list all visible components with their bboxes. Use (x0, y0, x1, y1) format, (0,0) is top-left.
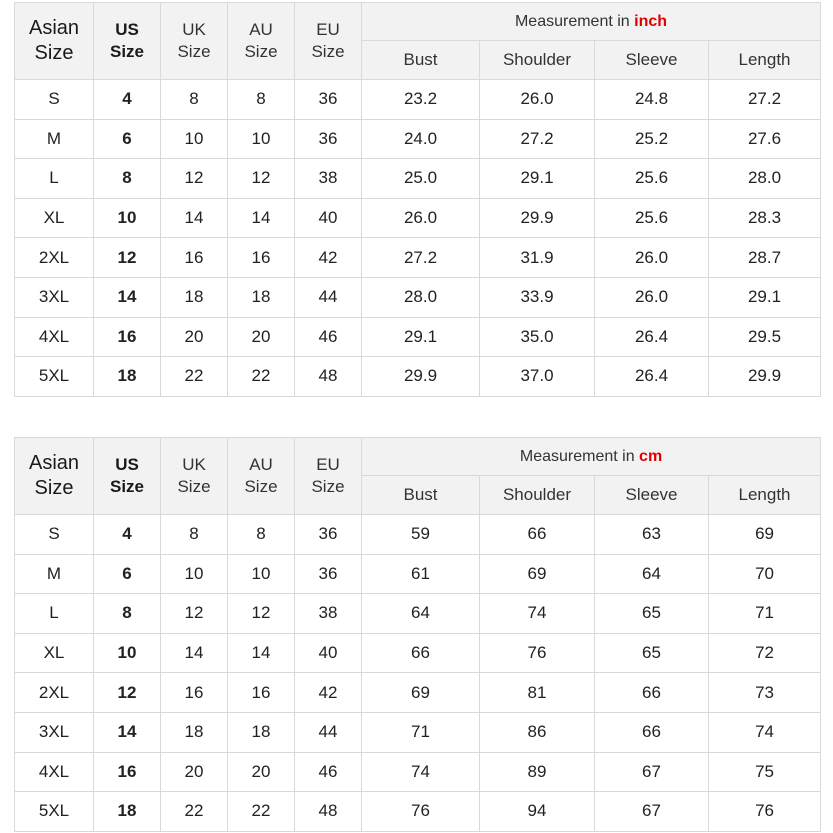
sleeve-cell: 65 (595, 594, 709, 634)
sleeve-cell: 67 (595, 792, 709, 832)
bust-cell: 69 (362, 673, 480, 713)
bust-cell: 71 (362, 712, 480, 752)
eu-size-cell: 48 (295, 357, 362, 397)
us-size-cell: 16 (94, 752, 161, 792)
bust-cell: 61 (362, 554, 480, 594)
au-size-cell: 18 (228, 277, 295, 317)
asian-size-cell: XL (15, 198, 94, 238)
shoulder-cell: 69 (480, 554, 595, 594)
table-row (15, 159, 821, 199)
length-cell: 27.2 (709, 80, 821, 120)
length-cell: 29.1 (709, 277, 821, 317)
table-row (15, 357, 821, 397)
bust-cell: 74 (362, 752, 480, 792)
au-size-cell: 12 (228, 159, 295, 199)
shoulder-cell: 86 (480, 712, 595, 752)
asian-size-cell: M (15, 554, 94, 594)
us-size-cell: 6 (94, 554, 161, 594)
shoulder-cell: 89 (480, 752, 595, 792)
table-row (15, 633, 821, 673)
au-size-cell: 16 (228, 673, 295, 713)
bust-cell: 59 (362, 515, 480, 555)
bust-cell: 76 (362, 792, 480, 832)
asian-size-header: Asian Size (15, 3, 94, 80)
eu-size-cell: 44 (295, 277, 362, 317)
bust-cell: 27.2 (362, 238, 480, 278)
au-size-cell: 16 (228, 238, 295, 278)
us-size-cell: 14 (94, 712, 161, 752)
sleeve-cell: 26.4 (595, 317, 709, 357)
size-chart-cm-table (14, 437, 821, 832)
asian-size-cell: 2XL (15, 673, 94, 713)
table-row (15, 752, 821, 792)
length-cell: 72 (709, 633, 821, 673)
eu-size-cell: 46 (295, 752, 362, 792)
table-row (15, 554, 821, 594)
measurement-title: Measurement in (514, 12, 630, 30)
uk-size-header: UK Size (161, 3, 228, 80)
uk-size-header: UK Size (161, 438, 228, 515)
table-row (15, 594, 821, 634)
us-size-cell: 12 (94, 673, 161, 713)
size-rows (15, 80, 821, 397)
shoulder-cell: 26.0 (480, 80, 595, 120)
shoulder-cell: 37.0 (480, 357, 595, 397)
sleeve-cell: 26.0 (595, 238, 709, 278)
table-row (15, 317, 821, 357)
asian-size-cell: 5XL (15, 357, 94, 397)
bust-cell: 23.2 (362, 80, 480, 120)
table-row (15, 80, 821, 120)
size-rows (15, 515, 821, 832)
eu-size-cell: 40 (295, 198, 362, 238)
asian-size-cell: 4XL (15, 752, 94, 792)
sleeve-cell: 25.6 (595, 159, 709, 199)
shoulder-cell: 66 (480, 515, 595, 555)
sleeve-header: Sleeve (595, 476, 709, 515)
sleeve-cell: 65 (595, 633, 709, 673)
au-size-header: AU Size (228, 3, 295, 80)
uk-size-cell: 20 (161, 317, 228, 357)
asian-size-header: Asian Size (15, 438, 94, 515)
sleeve-cell: 66 (595, 673, 709, 713)
table-row (15, 277, 821, 317)
length-cell: 29.9 (709, 357, 821, 397)
length-cell: 73 (709, 673, 821, 713)
measurement-header (362, 438, 821, 476)
shoulder-cell: 33.9 (480, 277, 595, 317)
us-size-cell: 4 (94, 515, 161, 555)
length-cell: 75 (709, 752, 821, 792)
shoulder-cell: 81 (480, 673, 595, 713)
bust-header: Bust (362, 476, 480, 515)
au-size-cell: 22 (228, 792, 295, 832)
eu-size-cell: 44 (295, 712, 362, 752)
length-cell: 70 (709, 554, 821, 594)
uk-size-cell: 22 (161, 792, 228, 832)
asian-size-cell: L (15, 159, 94, 199)
bust-header: Bust (362, 41, 480, 80)
bust-cell: 29.9 (362, 357, 480, 397)
au-size-cell: 8 (228, 515, 295, 555)
shoulder-cell: 29.1 (480, 159, 595, 199)
us-size-header: US Size (94, 3, 161, 80)
us-size-cell: 18 (94, 357, 161, 397)
sleeve-cell: 24.8 (595, 80, 709, 120)
table-row (15, 712, 821, 752)
table-row (15, 119, 821, 159)
length-header: Length (709, 476, 821, 515)
us-size-cell: 8 (94, 594, 161, 634)
eu-size-cell: 36 (295, 515, 362, 555)
bust-cell: 66 (362, 633, 480, 673)
bust-cell: 28.0 (362, 277, 480, 317)
eu-size-cell: 42 (295, 238, 362, 278)
sleeve-cell: 25.6 (595, 198, 709, 238)
size-chart-inch-table (14, 2, 821, 397)
shoulder-header: Shoulder (480, 41, 595, 80)
asian-size-cell: 3XL (15, 712, 94, 752)
uk-size-cell: 8 (161, 80, 228, 120)
eu-size-cell: 48 (295, 792, 362, 832)
au-size-cell: 8 (228, 80, 295, 120)
measurement-unit: inch (634, 12, 668, 30)
bust-cell: 29.1 (362, 317, 480, 357)
sleeve-cell: 63 (595, 515, 709, 555)
au-size-cell: 20 (228, 317, 295, 357)
table-row (15, 673, 821, 713)
shoulder-cell: 74 (480, 594, 595, 634)
shoulder-cell: 76 (480, 633, 595, 673)
uk-size-cell: 20 (161, 752, 228, 792)
uk-size-cell: 16 (161, 673, 228, 713)
asian-size-cell: 3XL (15, 277, 94, 317)
eu-size-header: EU Size (295, 438, 362, 515)
measurement-header (362, 3, 821, 41)
length-cell: 28.0 (709, 159, 821, 199)
au-size-cell: 18 (228, 712, 295, 752)
length-cell: 69 (709, 515, 821, 555)
measurement-title: Measurement in (519, 447, 635, 465)
sleeve-header: Sleeve (595, 41, 709, 80)
table-row (15, 238, 821, 278)
table-row (15, 515, 821, 555)
measurement-unit: cm (639, 447, 663, 465)
uk-size-cell: 12 (161, 594, 228, 634)
uk-size-cell: 14 (161, 633, 228, 673)
bust-cell: 24.0 (362, 119, 480, 159)
uk-size-cell: 10 (161, 554, 228, 594)
us-size-cell: 8 (94, 159, 161, 199)
sleeve-cell: 26.0 (595, 277, 709, 317)
eu-size-cell: 40 (295, 633, 362, 673)
shoulder-cell: 94 (480, 792, 595, 832)
asian-size-cell: S (15, 80, 94, 120)
us-size-cell: 6 (94, 119, 161, 159)
uk-size-cell: 16 (161, 238, 228, 278)
bust-cell: 64 (362, 594, 480, 634)
length-header: Length (709, 41, 821, 80)
eu-size-cell: 36 (295, 119, 362, 159)
us-size-cell: 18 (94, 792, 161, 832)
us-size-header: US Size (94, 438, 161, 515)
shoulder-header: Shoulder (480, 476, 595, 515)
shoulder-cell: 29.9 (480, 198, 595, 238)
uk-size-cell: 18 (161, 277, 228, 317)
asian-size-cell: M (15, 119, 94, 159)
eu-size-cell: 38 (295, 594, 362, 634)
au-size-cell: 10 (228, 119, 295, 159)
sleeve-cell: 25.2 (595, 119, 709, 159)
sleeve-cell: 67 (595, 752, 709, 792)
length-cell: 27.6 (709, 119, 821, 159)
asian-size-cell: S (15, 515, 94, 555)
au-size-cell: 20 (228, 752, 295, 792)
length-cell: 71 (709, 594, 821, 634)
uk-size-cell: 8 (161, 515, 228, 555)
length-cell: 29.5 (709, 317, 821, 357)
shoulder-cell: 31.9 (480, 238, 595, 278)
us-size-cell: 10 (94, 198, 161, 238)
eu-size-cell: 36 (295, 80, 362, 120)
uk-size-cell: 12 (161, 159, 228, 199)
asian-size-cell: 5XL (15, 792, 94, 832)
eu-size-cell: 42 (295, 673, 362, 713)
table-row (15, 198, 821, 238)
au-size-cell: 14 (228, 198, 295, 238)
uk-size-cell: 18 (161, 712, 228, 752)
us-size-cell: 4 (94, 80, 161, 120)
au-size-cell: 22 (228, 357, 295, 397)
uk-size-cell: 10 (161, 119, 228, 159)
au-size-cell: 10 (228, 554, 295, 594)
eu-size-cell: 36 (295, 554, 362, 594)
length-cell: 74 (709, 712, 821, 752)
sleeve-cell: 66 (595, 712, 709, 752)
bust-cell: 26.0 (362, 198, 480, 238)
eu-size-cell: 38 (295, 159, 362, 199)
us-size-cell: 10 (94, 633, 161, 673)
eu-size-cell: 46 (295, 317, 362, 357)
length-cell: 28.7 (709, 238, 821, 278)
sleeve-cell: 64 (595, 554, 709, 594)
us-size-cell: 14 (94, 277, 161, 317)
au-size-cell: 14 (228, 633, 295, 673)
uk-size-cell: 22 (161, 357, 228, 397)
sleeve-cell: 26.4 (595, 357, 709, 397)
asian-size-cell: L (15, 594, 94, 634)
asian-size-cell: 2XL (15, 238, 94, 278)
bust-cell: 25.0 (362, 159, 480, 199)
asian-size-cell: XL (15, 633, 94, 673)
table-row (15, 792, 821, 832)
shoulder-cell: 27.2 (480, 119, 595, 159)
asian-size-cell: 4XL (15, 317, 94, 357)
uk-size-cell: 14 (161, 198, 228, 238)
au-size-header: AU Size (228, 438, 295, 515)
shoulder-cell: 35.0 (480, 317, 595, 357)
length-cell: 76 (709, 792, 821, 832)
us-size-cell: 16 (94, 317, 161, 357)
eu-size-header: EU Size (295, 3, 362, 80)
length-cell: 28.3 (709, 198, 821, 238)
us-size-cell: 12 (94, 238, 161, 278)
au-size-cell: 12 (228, 594, 295, 634)
